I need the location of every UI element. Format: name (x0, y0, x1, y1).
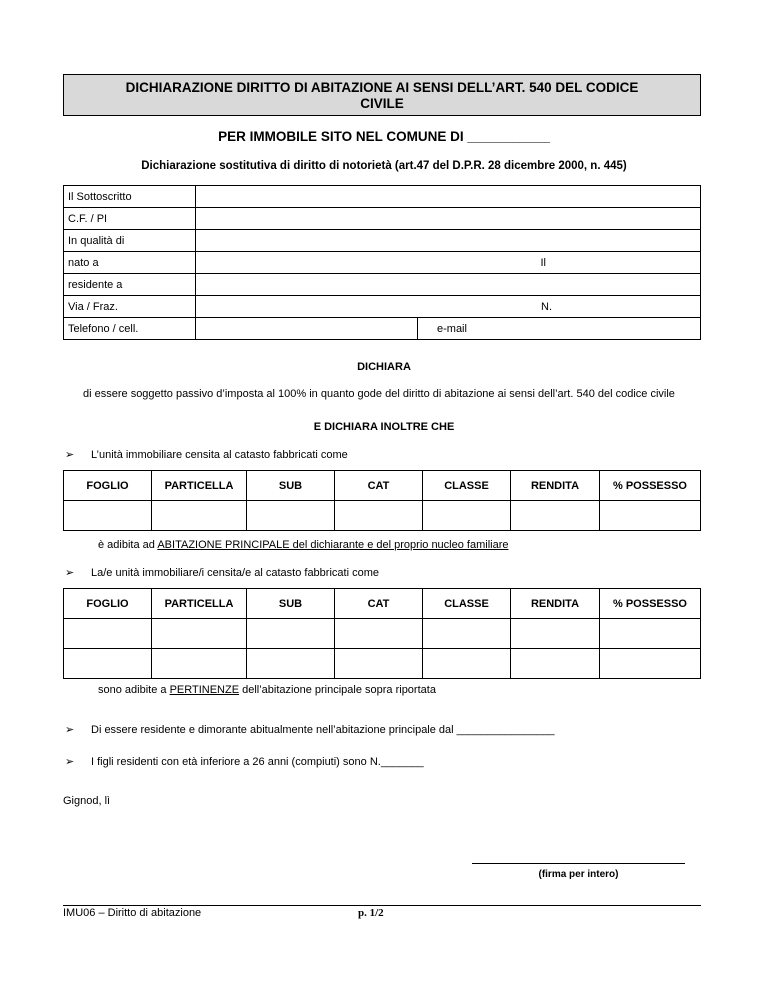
col-rendita: RENDITA (511, 589, 600, 619)
label-telefono: Telefono / cell. (64, 318, 196, 340)
note-abitazione-pre: è adibita ad (98, 539, 158, 551)
cell-input[interactable] (247, 649, 335, 679)
label-qualita: In qualità di (64, 230, 196, 252)
cell-input[interactable] (511, 649, 600, 679)
field-nato[interactable] (196, 252, 701, 274)
bullet-unita-text: L’unità immobiliare censita al catasto fabbricati come (91, 449, 348, 461)
cell-input[interactable] (247, 501, 335, 531)
catasto-header-row (64, 471, 701, 501)
dichiara-text: di essere soggetto passivo d’imposta al 100% in quanto gode del diritto di abitazione ai sensi dell’art. 540 del codice civile (83, 388, 675, 400)
footer-doc-name: IMU06 – Diritto di abitazione (63, 907, 202, 919)
bullet-unita (65, 448, 348, 461)
cell-input[interactable] (247, 619, 335, 649)
label-cf: C.F. / PI (64, 208, 196, 230)
bullet-unita-multiple-text: La/e unità immobiliare/i censita/e al catasto fabbricati come (91, 567, 379, 579)
table-row (64, 501, 701, 531)
note-pertinenze-pre: sono adibite a (98, 684, 170, 696)
bullet-unita-multiple (65, 566, 379, 579)
col-foglio: FOGLIO (64, 589, 152, 619)
field-residente[interactable] (196, 274, 701, 296)
arrow-bullet-icon: ➢ (65, 756, 75, 768)
footer-page-number: p. 1/2 (358, 907, 384, 919)
cell-input[interactable] (600, 619, 701, 649)
document-title-box (63, 74, 701, 116)
catasto-table-2 (63, 588, 701, 679)
col-possesso: % POSSESSO (600, 471, 701, 501)
note-pertinenze (98, 684, 436, 696)
bullet-residenza-text: Di essere residente e dimorante abitualmente nell’abitazione principale dal ________________ (91, 724, 555, 736)
signature-caption: (firma per intero) (538, 869, 619, 880)
cell-input[interactable] (335, 649, 423, 679)
cell-input[interactable] (64, 649, 152, 679)
legal-subtitle: Dichiarazione sostitutiva di diritto di notorietà (art.47 del D.P.R. 28 dicembre 2000, n. 445) (141, 160, 627, 172)
anagrafica-table (63, 185, 701, 340)
label-residente: residente a (64, 274, 196, 296)
arrow-bullet-icon: ➢ (65, 567, 75, 579)
cell-input[interactable] (152, 501, 247, 531)
label-nato: nato a (64, 252, 196, 274)
arrow-bullet-icon: ➢ (65, 724, 75, 736)
cell-input[interactable] (152, 619, 247, 649)
cell-input[interactable] (600, 649, 701, 679)
cell-input[interactable] (423, 619, 511, 649)
cell-input[interactable] (335, 501, 423, 531)
note-abitazione-underlined: ABITAZIONE PRINCIPALE del dichiarante e del proprio nucleo familiare (157, 539, 509, 551)
field-sottoscritto[interactable] (196, 186, 701, 208)
field-qualita[interactable] (196, 230, 701, 252)
table-row (64, 619, 701, 649)
field-telefono[interactable] (196, 318, 418, 340)
note-pertinenze-post: dell’abitazione principale sopra riportata (239, 684, 436, 696)
arrow-bullet-icon: ➢ (65, 449, 75, 461)
col-rendita: RENDITA (511, 471, 600, 501)
footer-divider (63, 905, 701, 906)
note-pertinenze-underlined: PERTINENZE (169, 684, 240, 696)
cell-input[interactable] (423, 649, 511, 679)
cell-input[interactable] (64, 619, 152, 649)
catasto-header-row (64, 589, 701, 619)
note-abitazione (98, 539, 508, 551)
field-via[interactable] (196, 296, 701, 318)
col-foglio: FOGLIO (64, 471, 152, 501)
col-particella: PARTICELLA (152, 471, 247, 501)
col-possesso: % POSSESSO (600, 589, 701, 619)
catasto-table-1 (63, 470, 701, 531)
cell-input[interactable] (335, 619, 423, 649)
col-classe: CLASSE (423, 471, 511, 501)
cell-input[interactable] (152, 649, 247, 679)
bullet-residenza (65, 723, 555, 736)
field-cf[interactable] (196, 208, 701, 230)
col-cat: CAT (335, 589, 423, 619)
bullet-figli (65, 755, 424, 768)
cell-input[interactable] (423, 501, 511, 531)
label-sottoscritto: Il Sottoscritto (64, 186, 196, 208)
col-sub: SUB (247, 471, 335, 501)
col-classe: CLASSE (423, 589, 511, 619)
dichiara-heading: DICHIARA (357, 361, 411, 373)
label-il: Il (540, 256, 546, 269)
title-line-2: CIVILE (360, 96, 404, 111)
label-n: N. (541, 300, 552, 313)
label-via: Via / Fraz. (64, 296, 196, 318)
comune-subtitle: PER IMMOBILE SITO NEL COMUNE DI ___________ (218, 129, 550, 144)
col-sub: SUB (247, 589, 335, 619)
cell-input[interactable] (511, 619, 600, 649)
field-email[interactable] (418, 318, 701, 340)
col-particella: PARTICELLA (152, 589, 247, 619)
signature-line[interactable] (472, 863, 685, 864)
title-line-1: DICHIARAZIONE DIRITTO DI ABITAZIONE AI SENSI DELL’ART. 540 DEL CODICE (125, 80, 639, 95)
place-date: Gignod, lì (63, 795, 111, 807)
label-email: e-mail (437, 322, 467, 335)
col-cat: CAT (335, 471, 423, 501)
cell-input[interactable] (600, 501, 701, 531)
cell-input[interactable] (64, 501, 152, 531)
bullet-figli-text: I figli residenti con età inferiore a 26 anni (compiuti) sono N._______ (91, 756, 424, 768)
cell-input[interactable] (511, 501, 600, 531)
table-row (64, 649, 701, 679)
dichiara-inoltre-heading: E DICHIARA INOLTRE CHE (313, 421, 455, 433)
